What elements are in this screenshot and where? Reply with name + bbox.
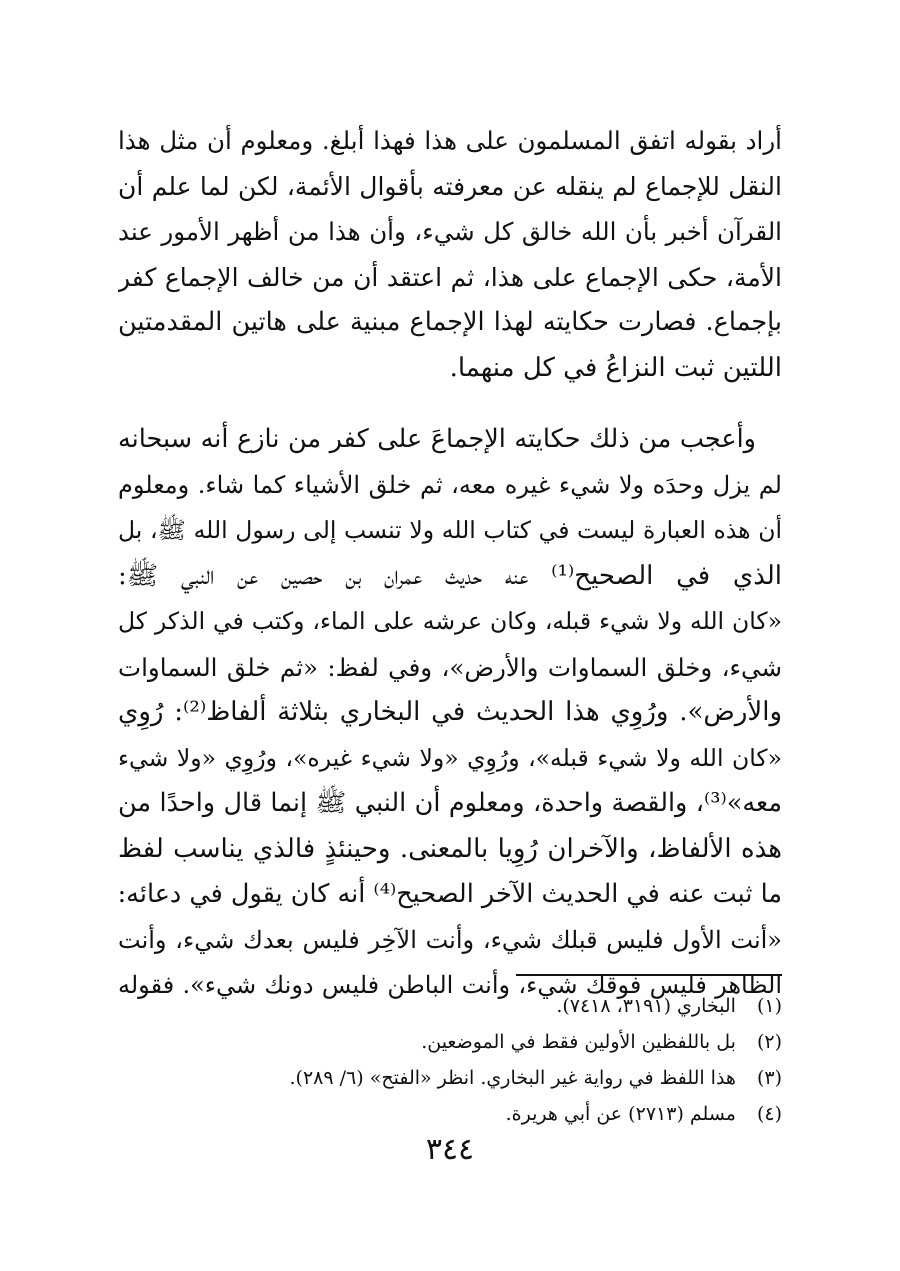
text-line: اللتين ثبت النزاعُ في كل منهما. [449,352,782,383]
text-line: ما ثبت عنه في الحديث الآخر الصحيح⁽⁴⁾ أنه كان يقول في دعائه: [118,879,782,909]
paragraph-2 [118,417,782,1009]
page-number: ٣٤٤ [425,1132,475,1167]
footnote-item [118,1024,782,1060]
text-line: النقل للإجماع لم ينقله عن معرفته بأقوال الأئمة، لكن لما علم أن [118,171,782,201]
text-line: لم يزل وحدَه ولا شيء غيره معه، ثم خلق الأشياء كما شاء. ومعلوم [118,470,782,499]
footnote-number: (١) [756,995,782,1017]
footnote-item [118,1060,782,1096]
footnote-item [118,1096,782,1132]
text-line: أن هذه العبارة ليست في كتاب الله ولا تنسب إلى رسول الله ﷺ، بل [118,516,782,544]
footnote-text: البخاري (٣١٩١، ٧٤١٨). [556,995,736,1017]
text-line: أراد بقوله اتفق المسلمون على هذا فهذا أبلغ. ومعلوم أن مثل هذا [118,126,782,155]
footnote-number: (٢) [756,1031,782,1053]
footnote-text: مسلم (٢٧١٣) عن أبي هريرة. [505,1103,736,1125]
text-line: بإجماع. فصارت حكايته لهذا الإجماع مبنية على هاتين المقدمتين [118,307,782,337]
footnote-number: (٤) [756,1103,782,1125]
page-body [118,118,782,1009]
text-line: «أنت الأول فليس قبلك شيء، وأنت الآخِر فليس بعدك شيء، وأنت [118,925,782,954]
text-line: الأمة، حكى الإجماع على هذا، ثم اعتقد أن من خالف الإجماع كفر [118,262,782,292]
text-line: والأرض». ورُوِي هذا الحديث في البخاري بثلاثة ألفاظ⁽²⁾: رُوِي [118,697,782,727]
paragraph-1 [118,118,782,391]
text-line: القرآن أخبر بأن الله خالق كل شيء، وأن هذا من أظهر الأمور عند [118,217,782,246]
text-line: معه»⁽³⁾، والقصة واحدة، ومعلوم أن النبي ﷺ إنما قال واحدًا من [118,788,782,818]
footnote-separator [516,974,782,976]
text-line: «كان الله ولا شيء قبله، وكان عرشه على الماء، وكتب في الذكر كل [118,607,782,635]
footnote-item [118,988,782,1024]
footnote-text: هذا اللفظ في رواية غير البخاري. انظر «الفتح» (٦/ ٢٨٩). [289,1067,736,1089]
footnote-number: (٣) [756,1067,782,1089]
text-line: شيء، وخلق السماوات والأرض»، وفي لفظ: «ثم خلق السماوات [118,652,782,682]
text-line: وأعجب من ذلك حكايته الإجماعَ على كفر من نازع أنه سبحانه [118,424,756,454]
footnote-text: بل باللفظين الأولين فقط في الموضعين. [421,1031,736,1053]
text-line: الذي في الصحيح⁽¹⁾ عنه حديث عمران بن حصين عن النبي ﷺ: [118,560,782,591]
text-line: الظاهر فليس فوقك شيء، وأنت الباطن فليس دونك شيء». فقوله [118,971,782,999]
text-line: «كان الله ولا شيء قبله»، ورُوِي «ولا شيء غيره»، ورُوِي «ولا شيء [118,743,782,772]
footnotes [118,988,782,1132]
text-line: هذه الألفاظ، والآخران رُوِيا بالمعنى. وحينئذٍ فالذي يناسب لفظ [118,833,782,864]
